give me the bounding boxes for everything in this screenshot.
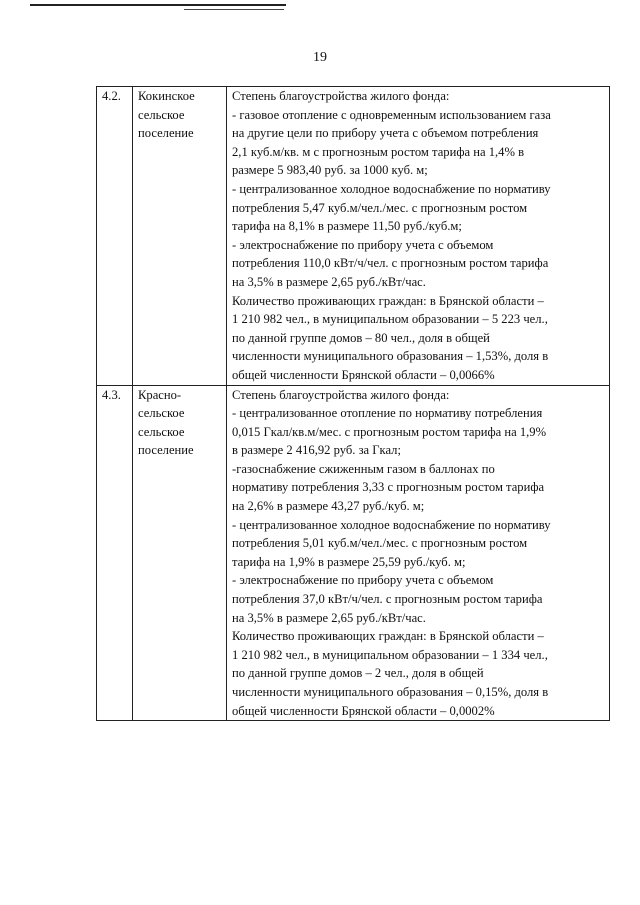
description-line: потребления 110,0 кВт/ч/чел. с прогнозным ростом тарифа [232, 256, 549, 271]
settlement-name-line: сельское [138, 107, 185, 122]
settlement-name-line: Красно- [138, 387, 182, 402]
settlements-table [96, 86, 610, 721]
settlement-name [133, 385, 227, 721]
page-number: 19 [313, 50, 327, 65]
description-line: на 3,5% в размере 2,65 руб./кВт/час. [232, 610, 426, 625]
description-line: тарифа на 8,1% в размере 11,50 руб./куб.м; [232, 219, 462, 234]
description-line: общей численности Брянской области – 0,0002% [232, 703, 495, 718]
description-line: численности муниципального образования – 0,15%, доля в [232, 685, 549, 699]
description-line: Степень благоустройства жилого фонда: [232, 89, 450, 103]
description-line: по данной группе домов – 2 чел., доля в общей [232, 666, 484, 681]
description-line: на другие цели по прибору учета с объемом потребления [232, 126, 539, 141]
header-rule-secondary [184, 9, 284, 10]
description-line: потребления 5,01 куб.м/чел./мес. с прогнозным ростом [232, 536, 528, 551]
settlement-name-line: Кокинское [138, 89, 195, 103]
description-line: 1 210 982 чел., в муниципальном образовании – 1 334 чел., [232, 647, 548, 662]
settlement-name-line: сельское [138, 406, 185, 421]
header-rule [30, 4, 286, 6]
description-line: в размере 2 416,92 руб. за Гкал; [232, 443, 401, 458]
description-line: на 2,6% в размере 43,27 руб./куб. м; [232, 499, 425, 514]
description-line: - централизованное холодное водоснабжение по нормативу [232, 181, 551, 196]
description-line: Количество проживающих граждан: в Брянской области – [232, 293, 544, 308]
description-line: нормативу потребления 3,33 с прогнозным ростом тарифа [232, 480, 545, 495]
row-number: 4.3. [97, 385, 133, 721]
description-line: потребления 5,47 куб.м/чел./мес. с прогнозным ростом [232, 200, 528, 215]
description-line: - электроснабжение по прибору учета с объемом [232, 573, 494, 588]
table-row [97, 87, 610, 386]
description-line: потребления 37,0 кВт/ч/чел. с прогнозным ростом тарифа [232, 592, 543, 607]
table-row [97, 385, 610, 721]
description-line: - централизованное отопление по нормативу потребления [232, 406, 543, 421]
housing-description [227, 385, 610, 721]
description-line: по данной группе домов – 80 чел., доля в общей [232, 330, 490, 345]
description-line: 2,1 куб.м/кв. м с прогнозным ростом тарифа на 1,4% в [232, 144, 525, 159]
description-line: - электроснабжение по прибору учета с объемом [232, 237, 494, 252]
description-line: 1 210 982 чел., в муниципальном образовании – 5 223 чел., [232, 312, 548, 327]
description-line: Количество проживающих граждан: в Брянской области – [232, 629, 544, 644]
description-line: - газовое отопление с одновременным использованием газа [232, 107, 551, 122]
description-line: тарифа на 1,9% в размере 25,59 руб./куб. м; [232, 554, 466, 569]
description-line: -газоснабжение сжиженным газом в баллонах по [232, 461, 495, 476]
settlement-name [133, 87, 227, 386]
description-line: на 3,5% в размере 2,65 руб./кВт/час. [232, 274, 426, 289]
settlement-name-line: сельское [138, 424, 185, 439]
settlement-name-line: поселение [138, 443, 194, 458]
description-line: размере 5 983,40 руб. за 1000 куб. м; [232, 163, 428, 178]
description-line: общей численности Брянской области – 0,0066% [232, 367, 495, 382]
description-line: - централизованное холодное водоснабжение по нормативу [232, 517, 551, 532]
row-number: 4.2. [97, 87, 133, 386]
description-line: численности муниципального образования – 1,53%, доля в [232, 349, 549, 364]
settlement-name-line: поселение [138, 126, 194, 141]
description-line: Степень благоустройства жилого фонда: [232, 387, 450, 402]
description-line: 0,015 Гкал/кв.м/мес. с прогнозным ростом тарифа на 1,9% [232, 424, 547, 439]
housing-description [227, 87, 610, 386]
